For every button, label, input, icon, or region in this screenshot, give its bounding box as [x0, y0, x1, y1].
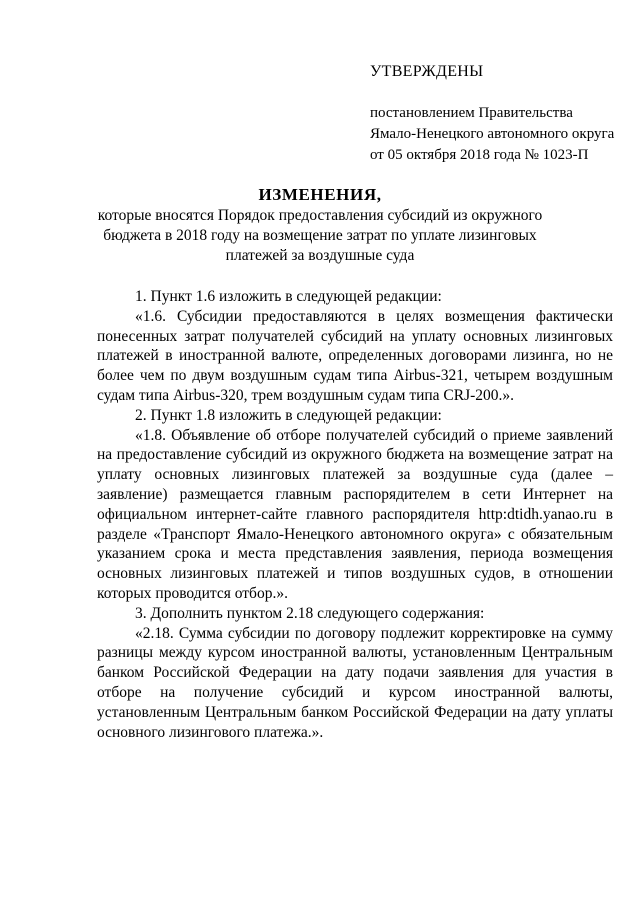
- approval-block: [370, 62, 630, 166]
- amendment-item: 1. Пункт 1.6 изложить в следующей редакции:: [135, 288, 442, 305]
- document-title-block: [0, 184, 640, 266]
- amendment-text: «2.18. Сумма субсидии по договору подлежит корректировке на сумму разницы между курсом иностранной валюты, установленным Центральным банком Российской Федерации на дату подачи заявления для участия в отборе на получение субсидий и курсом иностранной валюты, установленным Центральным банком Российской Федерации на дату уплаты основного лизингового платежа.».: [97, 624, 613, 741]
- document-title: ИЗМЕНЕНИЯ,: [258, 185, 382, 204]
- amendment-text: «1.6. Субсидии предоставляются в целях возмещения фактически понесенных затрат получателей субсидий на уплату основных лизинговых платежей в иностранной валюте, определенных договорами лизинга, но не более чем по двум воздушным судам типа Airbus-321, четырем воздушным судам типа Airbus-320, трем воздушным судам типа CRJ-200.».: [97, 307, 613, 404]
- document-body: [97, 287, 613, 742]
- approval-line: Ямало-Ненецкого автономного округа: [370, 126, 615, 142]
- amendment-text: «1.8. Объявление об отборе получателей субсидий о приеме заявлений на предоставление субсидий из окружного бюджета на возмещение затрат на уплату основных лизинговых платежей за воздушные суда (далее – заявление) размещается главным распорядителем в сети Интернет на официальном интернет-сайте главного распорядителя http:dtidh.yanao.ru в разделе «Транспорт Ямало-Ненецкого автономного округа» с обязательным указанием срока и места представления заявления, периода возмещения основных лизинговых платежей и типов воздушных судов, в отношении которых проводится отбор.».: [97, 426, 613, 602]
- amendment-item: 3. Дополнить пунктом 2.18 следующего содержания:: [135, 604, 485, 622]
- document-subtitle: которые вносятся Порядок предоставления субсидий из окружного бюджета в 2018 году на возмещение затрат по уплате лизинговых платежей за воздушные суда: [97, 207, 543, 264]
- approval-heading: УТВЕРЖДЕНЫ: [370, 63, 484, 80]
- approval-line: от 05 октября 2018 года № 1023-П: [370, 147, 589, 163]
- amendment-item: 2. Пункт 1.8 изложить в следующей редакции:: [135, 406, 442, 424]
- approval-line: постановлением Правительства: [370, 105, 573, 121]
